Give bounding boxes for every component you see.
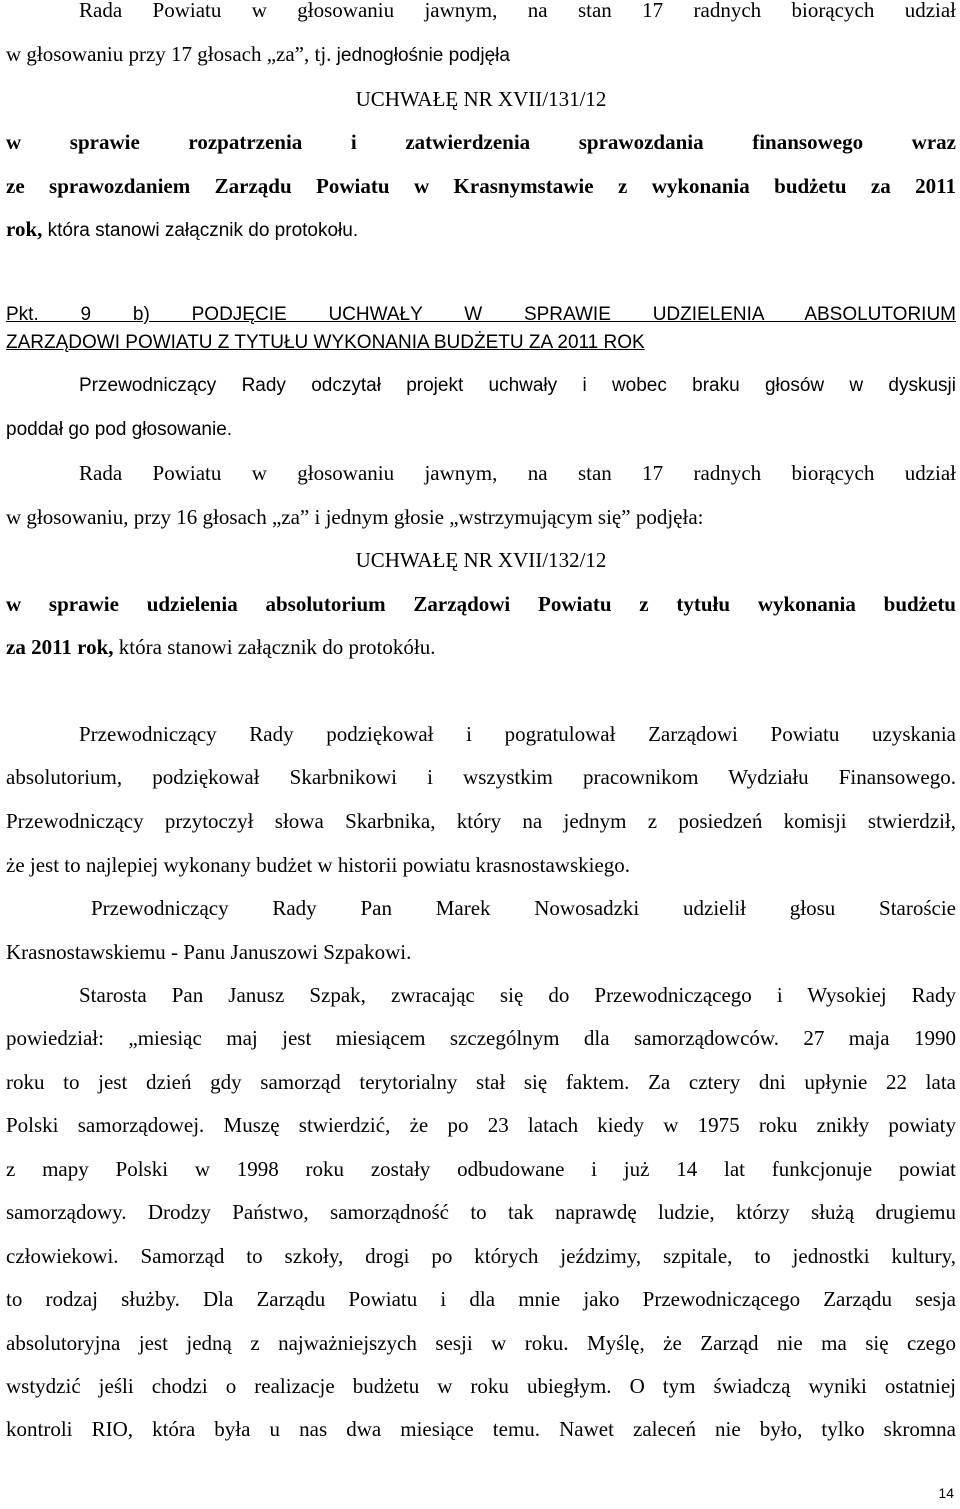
paragraph-line: z mapy Polski w 1998 roku zostały odbudowane i już 14 lat funkcjonuje powiat [6, 1157, 956, 1181]
resolution-subject-line: ze sprawozdaniem Zarządu Powiatu w Krasnymstawie z wykonania budżetu za 2011 [6, 174, 956, 198]
paragraph-line: to rodzaj służby. Dla Zarządu Powiatu i dla mnie jako Przewodniczącego Zarządu sesja [6, 1287, 956, 1311]
paragraph-line: poddał go pod głosowanie. [6, 419, 233, 440]
text: która stanowi załącznik do protokółu. [118, 635, 436, 659]
paragraph-line: Przewodniczący Rady Pan Marek Nowosadzki udzielił głosu Staroście [91, 896, 956, 920]
resolution-subject-line [6, 634, 956, 660]
paragraph-line: powiedział: „miesiąc maj jest miesiącem szczególnym dla samorządowców. 27 maja 1990 [6, 1026, 956, 1050]
agenda-item-heading: Pkt. 9 b) PODJĘCIE UCHWAŁY W SPRAWIE UDZIELENIA ABSOLUTORIUM [6, 304, 956, 325]
paragraph-line: roku to jest dzień gdy samorząd terytorialny stał się faktem. Za cztery dni upłynie 22 lata [6, 1070, 956, 1094]
page-number: 14 [938, 1485, 954, 1501]
paragraph-line: Rada Powiatu w głosowaniu jawnym, na stan 17 radnych biorących udział [79, 461, 956, 485]
paragraph-line [6, 41, 956, 69]
text: która stanowi załącznik do protokołu. [47, 220, 359, 241]
paragraph-line: absolutoryjna jest jedną z najważniejszych sesji w roku. Myślę, że Zarząd nie ma się czego [6, 1331, 956, 1355]
paragraph-line: absolutorium, podziękował Skarbnikowi i wszystkim pracownikom Wydziału Finansowego. [6, 765, 956, 789]
agenda-item-heading: ZARZĄDOWI POWIATU Z TYTUŁU WYKONANIA BUDŻETU ZA 2011 ROK [6, 332, 645, 353]
resolution-title: UCHWAŁĘ NR XVII/131/12 [355, 87, 607, 111]
resolution-title: UCHWAŁĘ NR XVII/132/12 [355, 548, 607, 572]
text: Rada Powiatu w głosowaniu jawnym, na stan 17 radnych biorących udział [79, 0, 956, 22]
paragraph-line: kontroli RIO, która była u nas dwa miesiące temu. Nawet zaleceń nie było, tylko skromna [6, 1417, 956, 1441]
paragraph-line: wstydzić jeśli chodzi o realizacje budżetu w roku ubiegłym. O tym świadczą wyniki ostatniej [6, 1374, 956, 1398]
paragraph-line: Przewodniczący Rady podziękował i pogratulował Zarządowi Powiatu uzyskania [79, 722, 956, 746]
text: za 2011 rok, [6, 635, 114, 659]
paragraph-line: Przewodniczący przytoczył słowa Skarbnika, który na jednym z posiedzeń komisji stwierdził, [6, 809, 956, 833]
text: rok, [6, 217, 43, 241]
paragraph-line [6, 0, 956, 23]
paragraph-line: Krasnostawskiemu - Panu Januszowi Szpakowi. [6, 940, 412, 964]
resolution-subject-line: w sprawie rozpatrzenia i zatwierdzenia sprawozdania finansowego wraz [6, 130, 956, 154]
paragraph-line: Przewodniczący Rady odczytał projekt uchwały i wobec braku głosów w dyskusji [79, 375, 956, 396]
paragraph-line: Polski samorządowej. Muszę stwierdzić, że po 23 latach kiedy w 1975 roku znikły powiaty [6, 1113, 956, 1137]
paragraph-line: w głosowaniu, przy 16 głosach „za” i jednym głosie „wstrzymującym się” podjęła: [6, 505, 704, 529]
resolution-subject-line [6, 216, 956, 244]
paragraph-line: że jest to najlepiej wykonany budżet w historii powiatu krasnostawskiego. [6, 853, 631, 877]
paragraph-line: człowiekowi. Samorząd to szkoły, drogi po których jeździmy, szpitale, to jednostki kultury, [6, 1244, 956, 1268]
text: w głosowaniu przy 17 głosach „za”, tj. [6, 42, 332, 66]
paragraph-line: samorządowy. Drodzy Państwo, samorządność to tak naprawdę ludzie, którzy służą drugiemu [6, 1200, 956, 1224]
text: jednogłośnie podjęła [336, 45, 510, 66]
resolution-subject-line: w sprawie udzielenia absolutorium Zarządowi Powiatu z tytułu wykonania budżetu [6, 592, 956, 616]
paragraph-line: Starosta Pan Janusz Szpak, zwracając się do Przewodniczącego i Wysokiej Rady [79, 983, 956, 1007]
